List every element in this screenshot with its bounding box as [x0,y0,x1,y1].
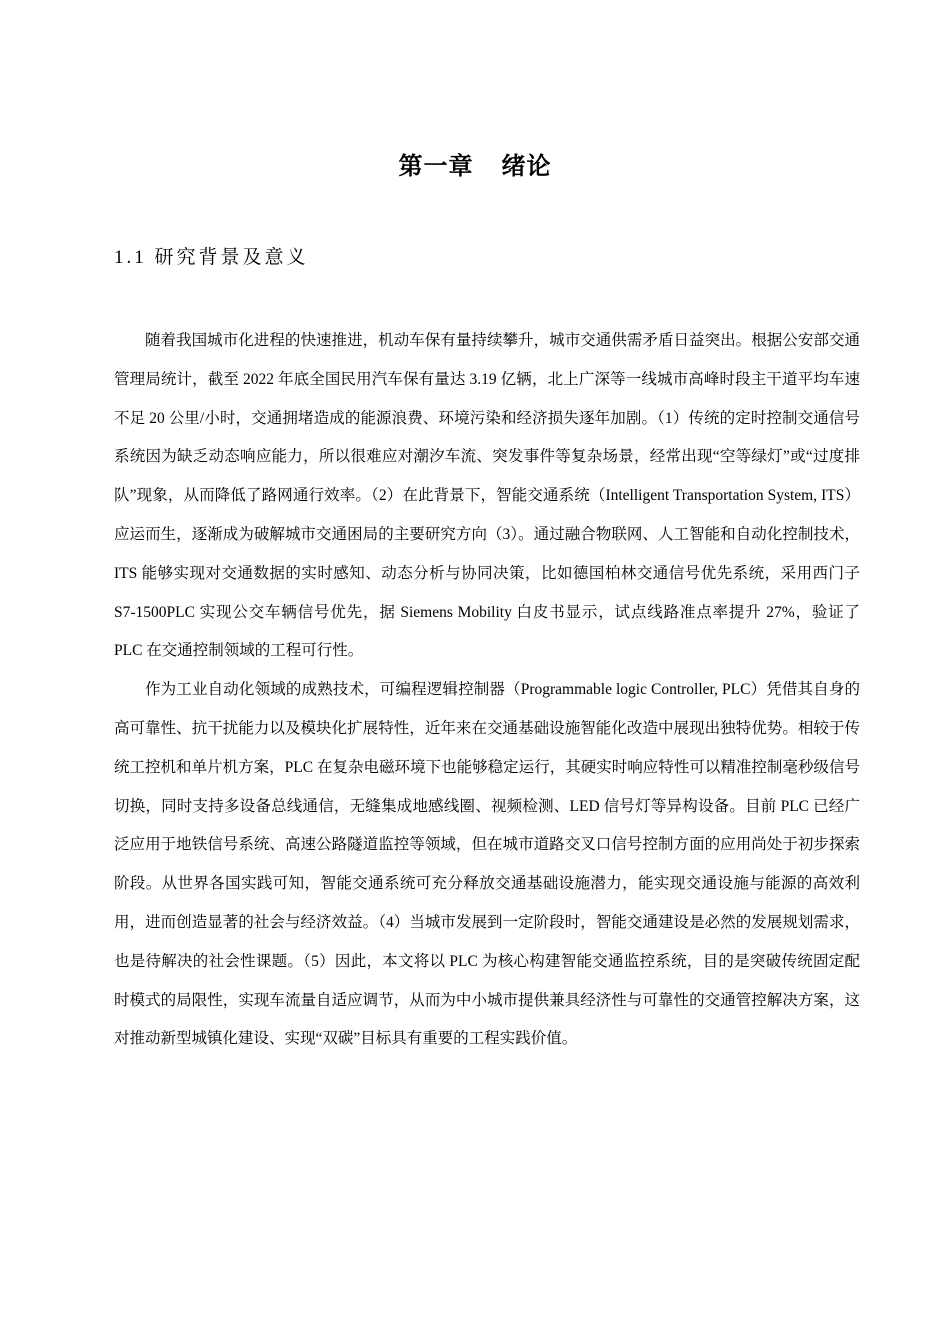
chapter-name: 绪论 [501,154,552,180]
chapter-title [0,150,950,184]
paragraph-background: 随着我国城市化进程的快速推进，机动车保有量持续攀升，城市交通供需矛盾日益突出。根据公安部交通管理局统计，截至 2022 年底全国民用汽车保有量达 3.19 亿辆，北上广深等一线城市高峰时段主干道平均车速不足 20 公里/小时，交通拥堵造成的能源浪费、环境污染和经济损失逐年加剧。（1）传统的定时控制交通信号系统因为缺乏动态响应能力，所以很难应对潮汐车流、突发事件等复杂场景，经常出现“空等绿灯”或“过度排队”现象，从而降低了路网通行效率。（2）在此背景下，智能交通系统（Intelligent Transportation System, ITS）应运而生，逐渐成为破解城市交通困局的主要研究方向（3）。通过融合物联网、人工智能和自动化控制技术，ITS 能够实现对交通数据的实时感知、动态分析与协同决策，比如德国柏林交通信号优先系统，采用西门子 S7-1500PLC 实现公交车辆信号优先，据 Siemens Mobility 白皮书显示，试点线路准点率提升 27%，验证了 PLC 在交通控制领域的工程可行性。 [114,332,860,660]
body-text [114,322,860,1059]
section-heading: 1.1 研究背景及意义 [114,247,309,268]
paragraph-plc: 作为工业自动化领域的成熟技术，可编程逻辑控制器（Programmable logic Controller, PLC）凭借其自身的高可靠性、抗干扰能力以及模块化扩展特性，近年来在交通基础设施智能化改造中展现出独特优势。相较于传统工控机和单片机方案，PLC 在复杂电磁环境下也能够稳定运行，其硬实时响应特性可以精准控制毫秒级信号切换，同时支持多设备总线通信，无缝集成地感线圈、视频检测、LED 信号灯等异构设备。目前 PLC 已经广泛应用于地铁信号系统、高速公路隧道监控等领域，但在城市道路交叉口信号控制方面的应用尚处于初步探索阶段。从世界各国实践可知，智能交通系统可充分释放交通基础设施潜力，能实现交通设施与能源的高效利用，进而创造显著的社会与经济效益。（4）当城市发展到一定阶段时，智能交通建设是必然的发展规划需求，也是待解决的社会性课题。（5）因此，本文将以 PLC 为核心构建智能交通监控系统，目的是突破传统固定配时模式的局限性，实现车流量自适应调节，从而为中小城市提供兼具经济性与可靠性的交通管控解决方案，这对推动新型城镇化建设、实现“双碳”目标具有重要的工程实践价值。 [114,681,860,1048]
chapter-number: 第一章 [398,154,474,180]
